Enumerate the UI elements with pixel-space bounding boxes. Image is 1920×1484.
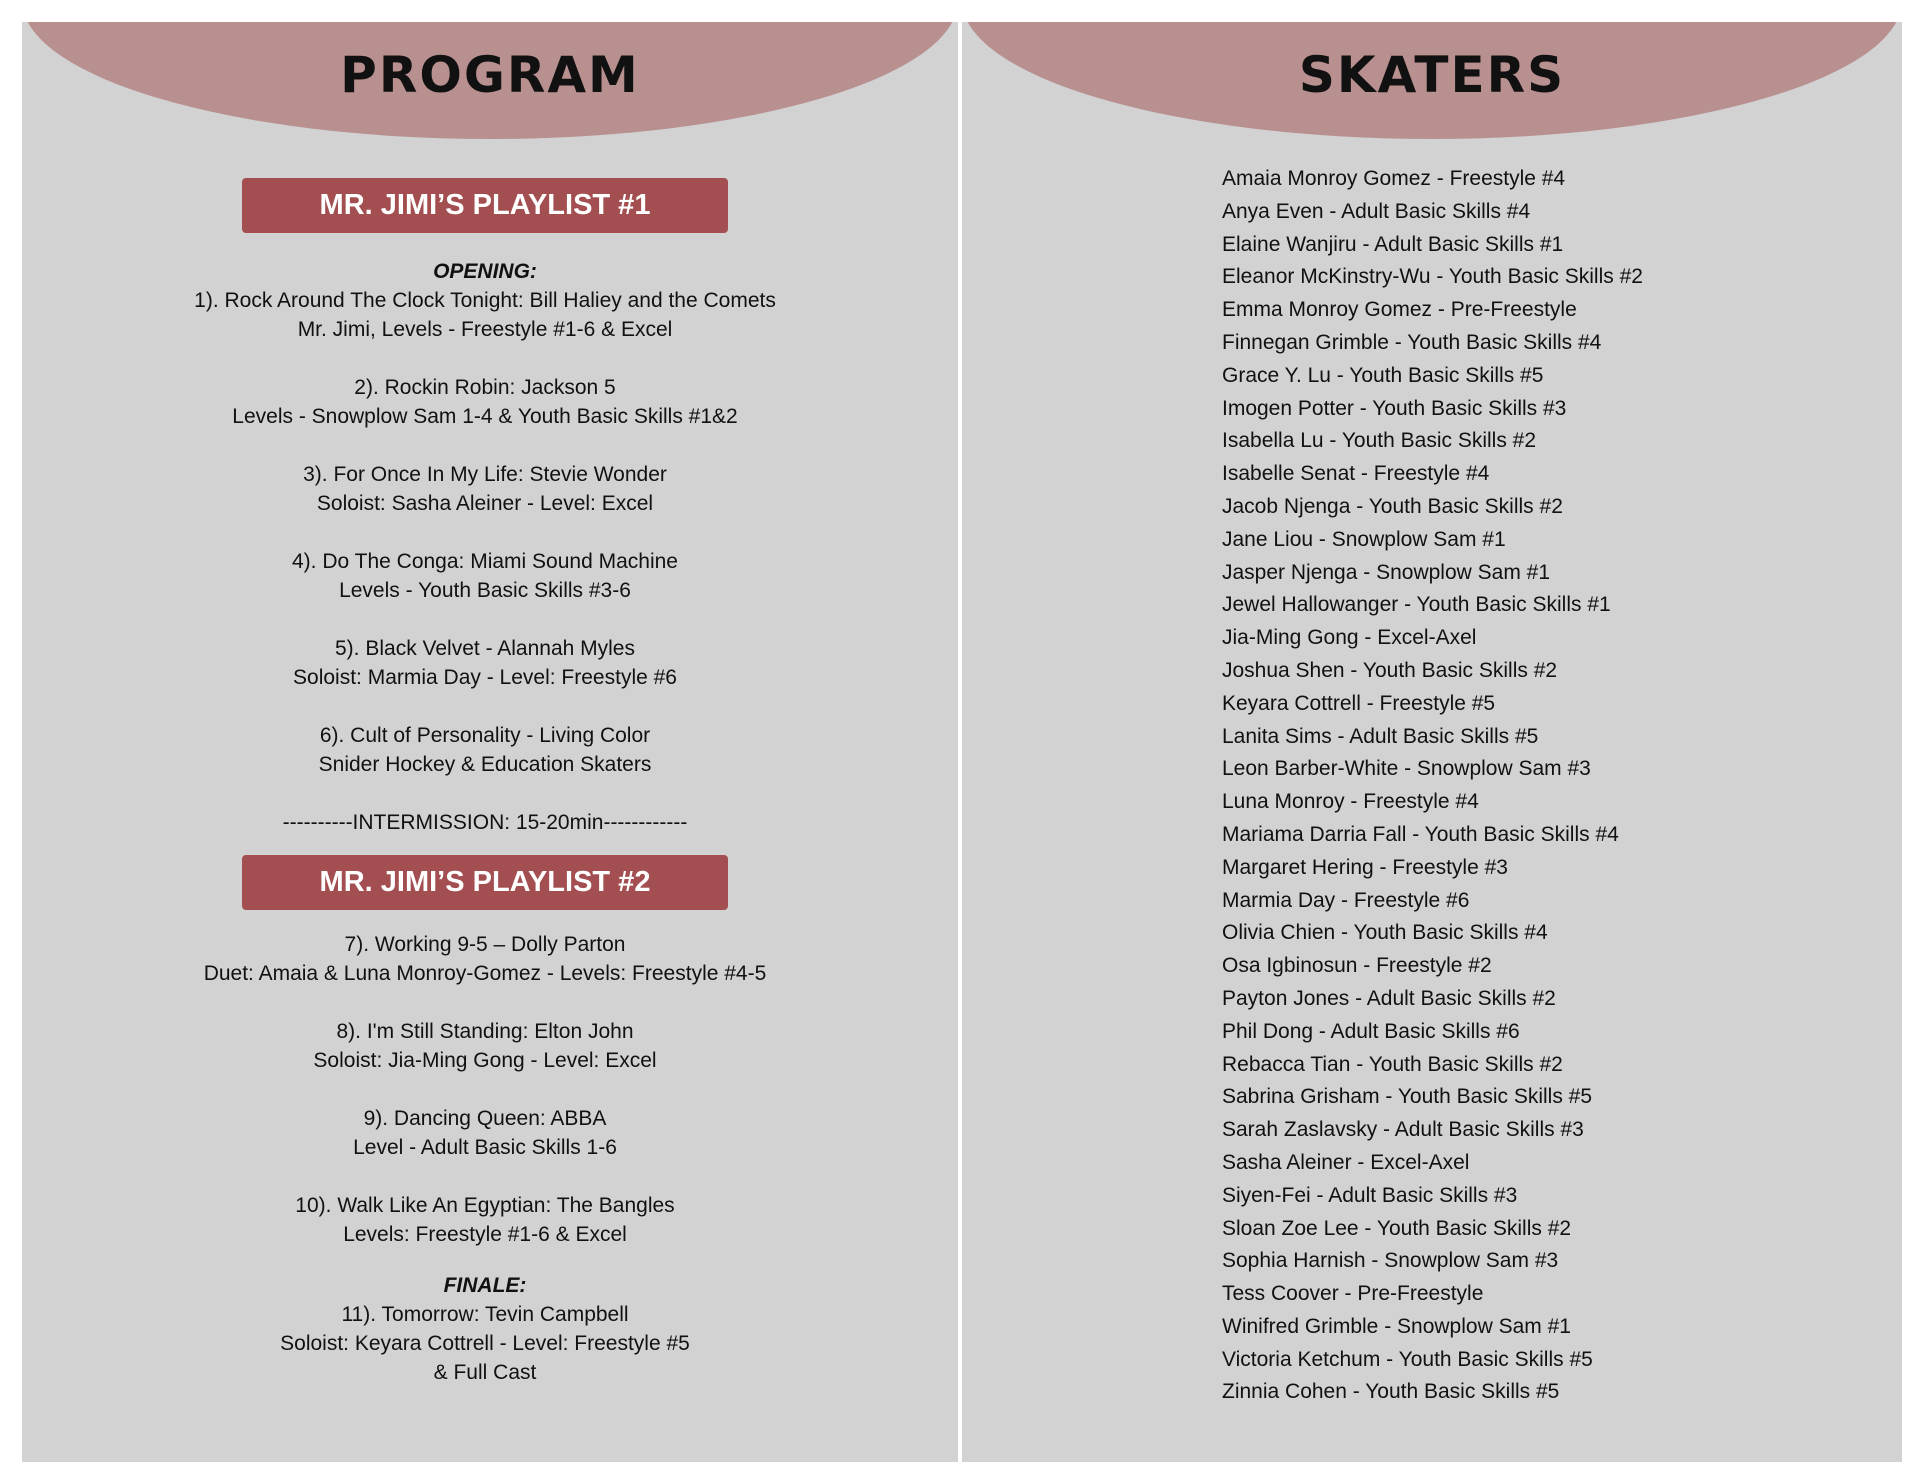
- song-title: 11). Tomorrow: Tevin Campbell: [341, 1303, 629, 1326]
- song-performers: Mr. Jimi, Levels - Freestyle #1-6 & Excel: [297, 318, 673, 341]
- skater-item: Rebacca Tian - Youth Basic Skills #2: [1222, 1052, 1563, 1076]
- skater-item: Winifred Grimble - Snowplow Sam #1: [1222, 1314, 1571, 1338]
- playlist-1-songs: [22, 286, 948, 779]
- skater-item: Imogen Potter - Youth Basic Skills #3: [1222, 396, 1567, 420]
- song-entry: [22, 634, 948, 692]
- skater-item: Phil Dong - Adult Basic Skills #6: [1222, 1019, 1520, 1043]
- finale-entry: [22, 1300, 948, 1387]
- skater-item: Joshua Shen - Youth Basic Skills #2: [1222, 658, 1558, 682]
- song-title: 1). Rock Around The Clock Tonight: Bill Haliey and the Comets: [194, 289, 776, 312]
- skater-item: Eleanor McKinstry-Wu - Youth Basic Skills #2: [1222, 265, 1643, 289]
- playlist-2-songs: [22, 930, 948, 1249]
- song-performers: Soloist: Marmia Day - Level: Freestyle #6: [293, 666, 677, 689]
- song-performers: Levels - Snowplow Sam 1-4 & Youth Basic Skills #1&2: [232, 405, 738, 428]
- skater-item: Sloan Zoe Lee - Youth Basic Skills #2: [1222, 1216, 1572, 1240]
- skater-item: Anya Even - Adult Basic Skills #4: [1222, 199, 1531, 223]
- intermission-line: ----------INTERMISSION: 15-20min------------: [282, 811, 688, 834]
- skater-item: Grace Y. Lu - Youth Basic Skills #5: [1222, 363, 1544, 387]
- song-performers: Levels: Freestyle #1-6 & Excel: [343, 1223, 627, 1246]
- song-performers-extra: & Full Cast: [433, 1361, 537, 1384]
- song-entry: [22, 547, 948, 605]
- skater-item: Jasper Njenga - Snowplow Sam #1: [1222, 560, 1551, 584]
- skaters-title: SKATERS: [1298, 46, 1566, 104]
- song-entry: [22, 286, 948, 344]
- skater-item: Jacob Njenga - Youth Basic Skills #2: [1222, 494, 1563, 518]
- skater-item: Keyara Cottrell - Freestyle #5: [1222, 691, 1496, 715]
- skater-item: Siyen-Fei - Adult Basic Skills #3: [1222, 1183, 1518, 1207]
- song-performers: Levels - Youth Basic Skills #3-6: [339, 579, 631, 602]
- song-entry: [22, 1191, 948, 1249]
- skater-item: Finnegan Grimble - Youth Basic Skills #4: [1222, 330, 1602, 354]
- skater-item: Leon Barber-White - Snowplow Sam #3: [1222, 757, 1591, 781]
- song-title: 4). Do The Conga: Miami Sound Machine: [292, 550, 678, 573]
- skater-item: Isabella Lu - Youth Basic Skills #2: [1222, 429, 1537, 453]
- skater-item: Jewel Hallowanger - Youth Basic Skills #1: [1222, 593, 1611, 617]
- song-title: 2). Rockin Robin: Jackson 5: [354, 376, 616, 399]
- skater-item: Tess Coover - Pre-Freestyle: [1222, 1282, 1484, 1306]
- song-performers: Snider Hockey & Education Skaters: [318, 753, 652, 776]
- song-title: 7). Working 9-5 – Dolly Parton: [344, 933, 626, 956]
- skater-item: Olivia Chien - Youth Basic Skills #4: [1222, 921, 1548, 945]
- skater-item: Sabrina Grisham - Youth Basic Skills #5: [1222, 1085, 1593, 1109]
- song-entry: [22, 460, 948, 518]
- skater-item: Jia-Ming Gong - Excel-Axel: [1222, 626, 1477, 650]
- skater-list: [1222, 163, 1643, 1409]
- skater-item: Isabelle Senat - Freestyle #4: [1222, 462, 1490, 486]
- skater-item: Zinnia Cohen - Youth Basic Skills #5: [1222, 1380, 1560, 1404]
- skater-item: Sasha Aleiner - Excel-Axel: [1222, 1150, 1470, 1174]
- opening-label: OPENING:: [433, 260, 537, 283]
- skater-item: Sophia Harnish - Snowplow Sam #3: [1222, 1249, 1559, 1273]
- song-performers: Level - Adult Basic Skills 1-6: [353, 1136, 617, 1159]
- song-entry: [22, 930, 948, 988]
- song-performers: Soloist: Jia-Ming Gong - Level: Excel: [313, 1049, 657, 1072]
- finale-label: FINALE:: [443, 1274, 527, 1297]
- skater-item: Victoria Ketchum - Youth Basic Skills #5: [1222, 1347, 1593, 1371]
- playlist-1-banner: MR. JIMI’S PLAYLIST #1: [242, 178, 728, 233]
- song-title: 9). Dancing Queen: ABBA: [363, 1107, 607, 1130]
- skater-item: Elaine Wanjiru - Adult Basic Skills #1: [1222, 232, 1564, 256]
- song-entry: [22, 721, 948, 779]
- skater-item: Luna Monroy - Freestyle #4: [1222, 790, 1479, 814]
- program-panel: [22, 22, 958, 1462]
- skater-item: Marmia Day - Freestyle #6: [1222, 888, 1470, 912]
- skater-item: Amaia Monroy Gomez - Freestyle #4: [1222, 167, 1566, 190]
- playlist-2-banner: MR. JIMI’S PLAYLIST #2: [242, 855, 728, 910]
- program-title: PROGRAM: [340, 46, 640, 104]
- song-title: 10). Walk Like An Egyptian: The Bangles: [295, 1194, 675, 1217]
- skater-item: Margaret Hering - Freestyle #3: [1222, 855, 1508, 879]
- skater-item: Emma Monroy Gomez - Pre-Freestyle: [1222, 298, 1577, 322]
- song-title: 5). Black Velvet - Alannah Myles: [335, 637, 635, 660]
- song-performers: Duet: Amaia & Luna Monroy-Gomez - Levels: Freestyle #4-5: [203, 962, 767, 985]
- skater-item: Sarah Zaslavsky - Adult Basic Skills #3: [1222, 1118, 1584, 1142]
- song-title: 8). I'm Still Standing: Elton John: [336, 1020, 634, 1043]
- skaters-panel: [962, 22, 1902, 1462]
- skater-item: Jane Liou - Snowplow Sam #1: [1222, 527, 1506, 551]
- skater-item: Osa Igbinosun - Freestyle #2: [1222, 954, 1492, 978]
- song-entry: [22, 1104, 948, 1162]
- song-performers: Soloist: Keyara Cottrell - Level: Freestyle #5: [280, 1332, 690, 1355]
- song-performers: Soloist: Sasha Aleiner - Level: Excel: [316, 492, 654, 515]
- song-title: 3). For Once In My Life: Stevie Wonder: [303, 463, 667, 486]
- skater-item: Payton Jones - Adult Basic Skills #2: [1222, 986, 1556, 1010]
- program-body: [22, 178, 948, 1387]
- skater-item: Lanita Sims - Adult Basic Skills #5: [1222, 724, 1539, 748]
- skater-item: Mariama Darria Fall - Youth Basic Skills #4: [1222, 822, 1619, 846]
- song-title: 6). Cult of Personality - Living Color: [319, 724, 651, 747]
- song-entry: [22, 373, 948, 431]
- song-entry: [22, 1017, 948, 1075]
